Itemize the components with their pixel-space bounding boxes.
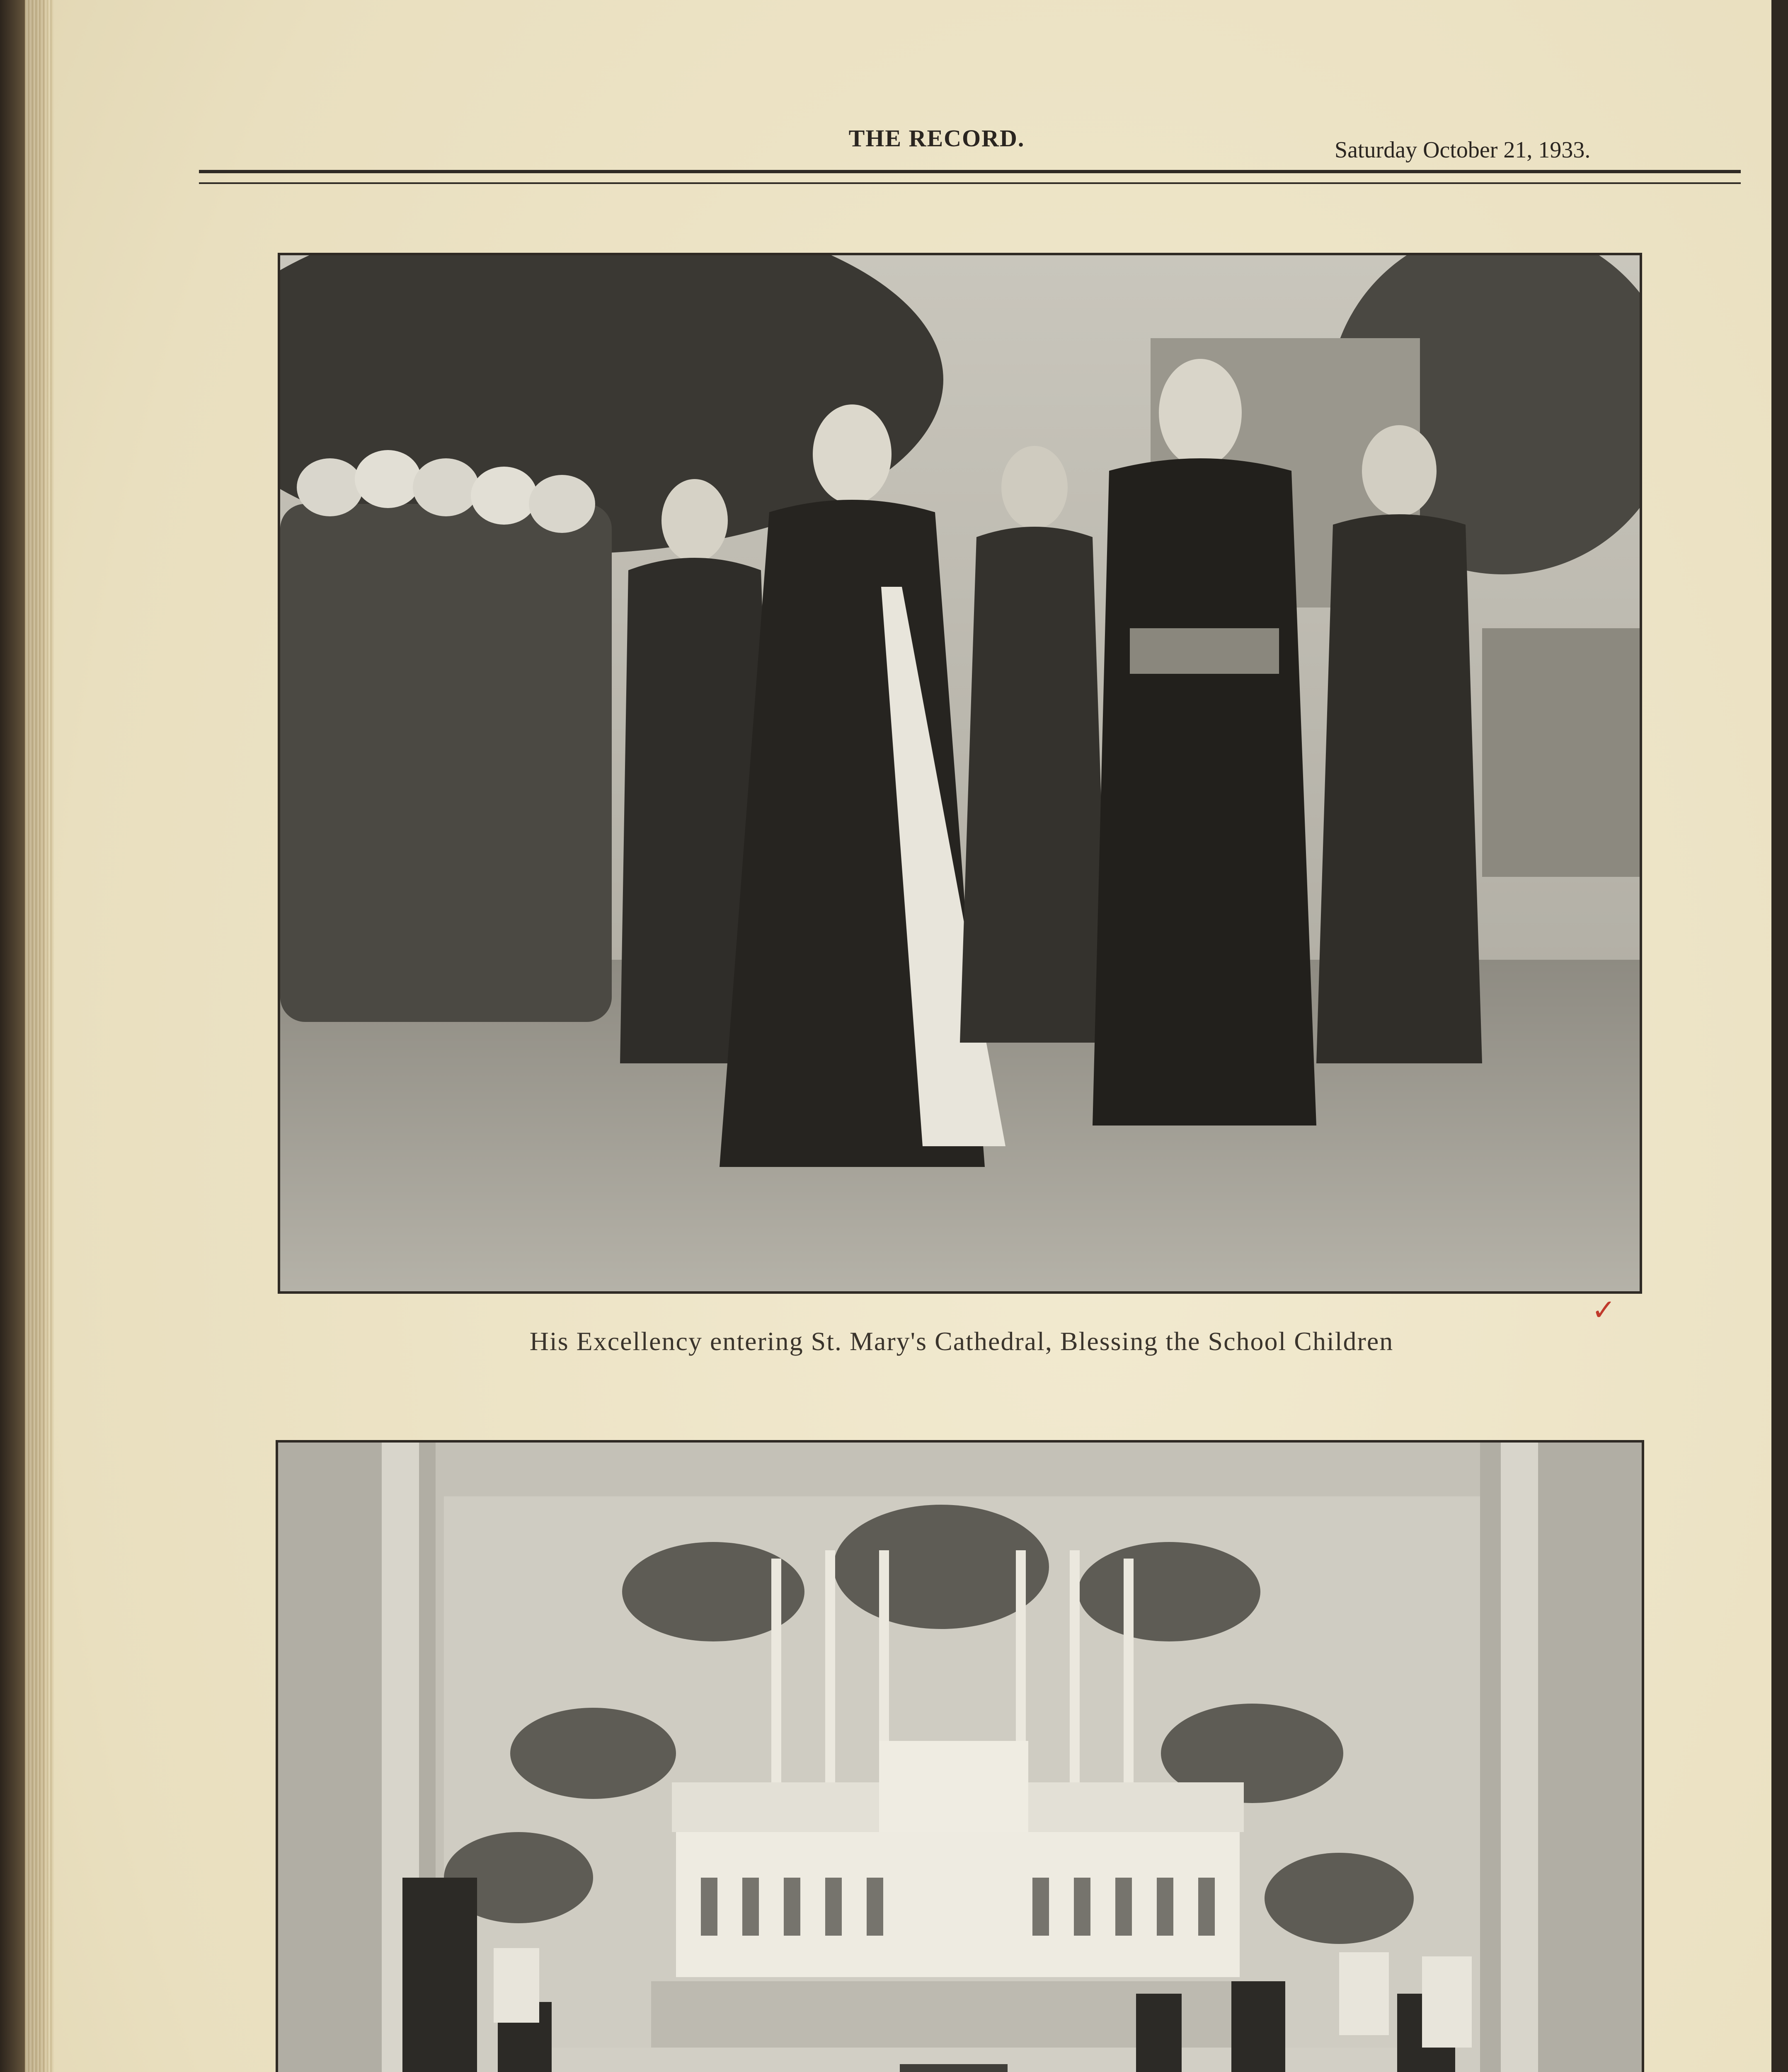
header-rule-thin	[199, 182, 1741, 184]
photo-caption-procession: His Excellency entering St. Mary's Cathedral, Blessing the School Children	[529, 1326, 1394, 1356]
header-rule	[199, 170, 1741, 173]
cathedral-photo-image	[278, 1443, 1642, 2072]
page-edges	[25, 0, 54, 2072]
photo-procession	[278, 253, 1642, 1294]
procession-photo-image	[280, 255, 1640, 1291]
publication-title: THE RECORD.	[848, 125, 1025, 152]
scan-border	[1771, 0, 1788, 2072]
pen-mark-tick: ✓	[1592, 1295, 1616, 1326]
photo-cathedral-interior	[276, 1440, 1644, 2072]
publication-date: Saturday October 21, 1933.	[1335, 137, 1591, 163]
